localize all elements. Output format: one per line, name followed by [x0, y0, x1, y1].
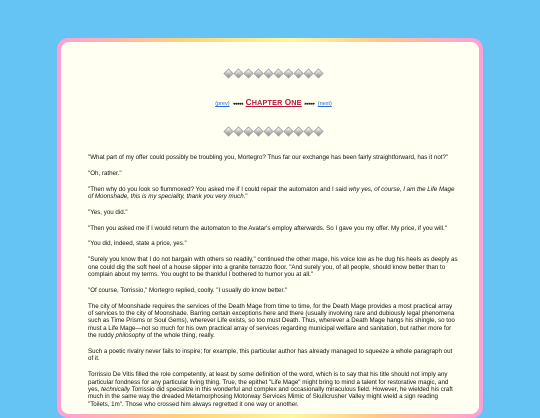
diamond-ornament-icon — [283, 126, 293, 136]
right-arrows-icon: ▸▸▸▸▸ — [304, 101, 315, 107]
italic-text-run: why yes, of course, I am the Life Mage of Moonshade, this is my speciality, thank you very much — [88, 185, 455, 200]
text-run: Torrissio did specialize in this wonderful and complex and occasionally miraculous field. However, he wielded his craft much in the same way the dreaded Metamorphosing Motorway Services Mimic of Skullcrusher Valley might wield a sign reading "Toilets, 1m". Those who crossed him always regretted it one way or another. — [88, 386, 453, 408]
ornamental-divider-top — [88, 69, 459, 77]
diamond-ornament-icon — [223, 68, 233, 78]
story-paragraph — [88, 256, 459, 278]
story-paragraph — [88, 186, 459, 201]
italic-text-run: do — [242, 286, 250, 294]
text-run: "You did, indeed, state a price, yes." — [88, 240, 187, 248]
diamond-ornament-icon — [303, 126, 313, 136]
next-chapter-link[interactable]: (next) — [317, 101, 332, 107]
diamond-ornament-icon — [273, 68, 283, 78]
text-run: Such a poetic rivalry never fails to inspire; for example, this particular author has already managed to squeeze a whole paragraph out of it. — [88, 348, 453, 363]
chapter-title: CHAPTER ONE — [245, 98, 302, 107]
story-paragraph — [88, 225, 459, 232]
text-run: Torrissio De Vitis filled the role competently, at least by some definition of the word, which is to say that his title should not imply any particular fondness for any particular living thing. True, the epithet "Life Mage" might bring to mind a talent for restorative magic, and yes, — [88, 371, 449, 394]
page-frame — [57, 38, 483, 418]
story-paragraph — [88, 303, 459, 340]
diamond-ornament-icon — [233, 126, 243, 136]
diamond-ornament-icon — [253, 126, 263, 136]
diamond-ornament-icon — [263, 126, 273, 136]
text-run: "Then why do you look so flummoxed? You asked me if I could repair the automaton and I said — [88, 185, 349, 193]
diamond-ornament-icon — [313, 68, 323, 78]
diamond-ornament-icon — [243, 126, 253, 136]
text-run: "Of course, Torrissio," Mortegro replied, coolly. "I usually — [88, 286, 243, 294]
story-paragraph — [88, 209, 459, 216]
text-run: "Then you asked me if I would return the automaton to the Avatar's employ afterwards. So I gave you my offer. My price, if you will." — [88, 224, 447, 232]
story-page — [61, 42, 479, 414]
text-run: "Oh, rather." — [88, 169, 122, 177]
prev-chapter-link[interactable]: (prev) — [215, 101, 230, 107]
diamond-ornament-icon — [263, 68, 273, 78]
diamond-ornament-icon — [303, 68, 313, 78]
italic-text-run: philosophy — [115, 332, 146, 340]
diamond-ornament-icon — [313, 126, 323, 136]
left-arrows-icon: ◂◂◂◂◂ — [232, 101, 243, 107]
chapter-navigation — [88, 98, 459, 107]
diamond-ornament-icon — [283, 68, 293, 78]
diamond-ornament-icon — [273, 126, 283, 136]
story-text — [88, 154, 459, 408]
diamond-ornament-icon — [243, 68, 253, 78]
diamond-ornament-icon — [233, 68, 243, 78]
story-content — [88, 66, 459, 414]
story-paragraph — [88, 287, 459, 294]
text-run: know better." — [249, 286, 288, 294]
story-paragraph — [88, 348, 459, 363]
italic-text-run: technically — [101, 386, 130, 394]
story-paragraph — [88, 371, 459, 408]
text-run: of the whole thing, really. — [145, 332, 215, 340]
diamond-ornament-icon — [223, 126, 233, 136]
text-run: ." — [243, 193, 248, 200]
text-run: The city of Moonshade requires the services of the Death Mage from time to time, for the Death Mage provides a most practical array of services to the city of Moonshade. Barring certain exceptions here and there (usually involving rare and dubiously legal phenomena such as Time Prisms or Soul Gems), wherever Life exists, so too must Death. Thus, wherever a Death Mage hangs his shingle, so too must a Life Mage—not so much for his own practical array of services regarding municipal welfare and sanitation, but rather more for the ruddy — [88, 302, 455, 340]
diamond-ornament-icon — [293, 126, 303, 136]
text-run: "What part of my offer could possibly be troubling you, Mortegro? Thus far our exchange has been fairly straightforward, has it not?" — [88, 154, 449, 161]
text-run: "Surely you know that I do not bargain with others so readily," continued the other mage, his voice low as he dug his heels as deeply as one could dig the soft heel of a house slipper into a granite terrazzo floor. "And surely you, of all people, should know better than to complain about my terms. You ought to be thankful I bothered to humor you at all." — [88, 256, 458, 278]
story-paragraph — [88, 154, 459, 161]
story-paragraph — [88, 170, 459, 177]
diamond-ornament-icon — [293, 68, 303, 78]
diamond-ornament-icon — [253, 68, 263, 78]
story-paragraph — [88, 240, 459, 247]
text-run: "Yes, you did." — [88, 208, 128, 216]
ornamental-divider-bottom — [88, 127, 459, 135]
